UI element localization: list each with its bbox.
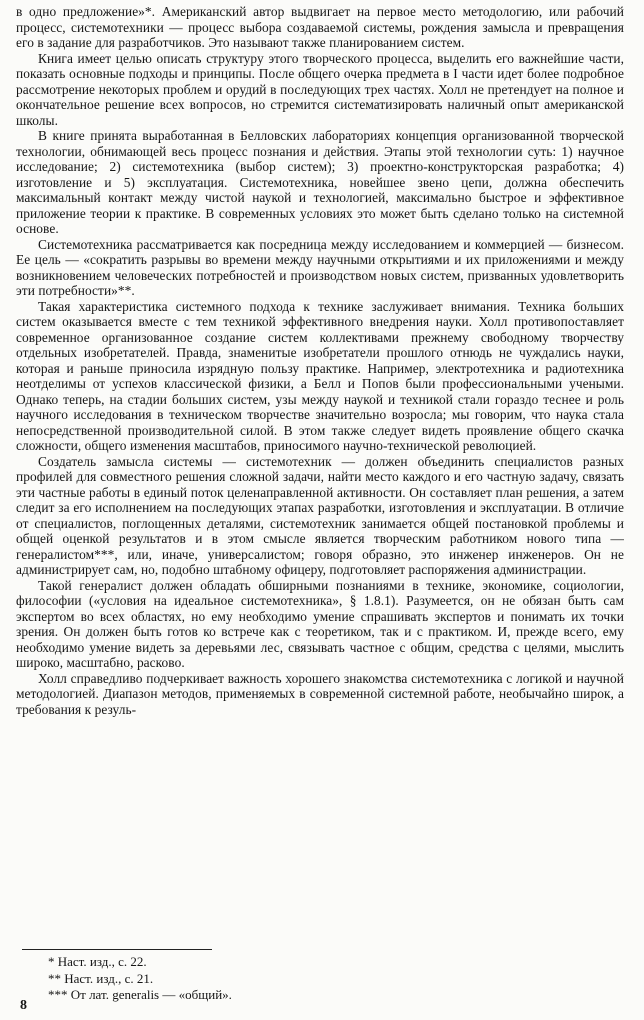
footnote-2: ** Наст. изд., с. 21. (48, 970, 154, 986)
body-text (16, 4, 624, 717)
footnotes (48, 954, 232, 1004)
paragraph-5: Такая характеристика системного подхода к технике заслуживает внимания. Техника больших систем оказывается вместе с тем техникой эффективного внедрения науки. Холл противопоставляет современное организованное создание систем коллективами прежнему свободному творчеству отдельных изобретателей. Правда, знаменитые изобретатели прошлого отнюдь не чуждались науки, которая и раньше приносила изрядную пользу практике. Например, электротехника и радиотехника неотделимы от успехов классической физики, а Белл и Попов были профессиональными учеными. Однако теперь, на стадии больших систем, узы между наукой и техникой стали гораздо теснее и роль научного исследования в техническом творчестве значительно возросла; мы говорим, что наука стала непосредственной производительной силой. В этом также следует видеть проявление общего скачка сложности, общего изменения масштабов, приносимого научно-технической революцией. (16, 298, 624, 453)
paragraph-6: Создатель замысла системы — системотехник — должен объединить специалистов разных профилей для совместного решения сложной задачи, найти место каждого и его частную задачу, связать эти частные работы в единый поток целенаправленной активности. Он составляет план решения, а затем следит за его исполнением на последующих этапах разработки, изготовления и эксплуатации. В отличие от специалистов, поглощенных деталями, системотехник занимается общей постановкой проблемы и общей оценкой результатов и в этом смысле является творческим работником нового типа — генералистом***, или, иначе, универсалистом; говоря образно, это инженер инженеров. Он не администрирует сам, но, подобно штабному офицеру, подготовляет распоряжения администрации. (16, 453, 624, 577)
paragraph-4: Системотехника рассматривается как посредница между исследованием и коммерцией — бизнесом. Ее цель — «сократить разрывы во времени между научными открытиями и их приложениями и между возникновением человеческих потребностей и производством новых систем, призванных удовлетворить эти потребности»**. (16, 236, 624, 298)
paragraph-2: Книга имеет целью описать структуру этого творческого процесса, выделить его важнейшие части, показать основные подходы и принципы. После общего очерка предмета в I части идет более подробное рассмотрение некоторых проблем и орудий в последующих трех частях. Холл не претендует на полное и окончательное решение всех вопросов, но стремится систематизировать наличный опыт американской школы. (16, 50, 624, 128)
paragraph-8: Холл справедливо подчеркивает важность хорошего знакомства системотехника с логикой и научной методологией. Диапазон методов, применяемых в современной системной работе, необычайно широк, а требования к резуль- (16, 670, 624, 717)
footnote-1: * Наст. изд., с. 22. (48, 954, 147, 969)
paragraph-3: В книге принята выработанная в Белловских лабораториях концепция организованной творческой технологии, обнимающей весь процесс познания и действия. Этапы этой технологии суть: 1) научное исследование; 2) системотехника (выбор систем); 3) проектно-конструкторская разработка; 4) изготовление и 5) эксплуатация. Системотехника, новейшее звено цепи, должна обеспечить максимальный контакт между чистой наукой и технологией, максимально быстрое и эффективное приложение теории к практике. В современных условиях это может быть сделано только на системной основе. (16, 128, 624, 236)
paragraph-7: Такой генералист должен обладать обширными познаниями в технике, экономике, социологии, философии («условия на идеальное системотехника», § 1.8.1). Разумеется, он не обязан быть сам экспертом во всех областях, но ему необходимо умение спрашивать экспертов и понимать их точки зрения. Он должен быть готов ко встрече как с теоретиком, так и с практиком. И, прежде всего, ему необходимо умение видеть за деревьями лес, связывать частное с общим, средства с целями, мыслить широко, масштабно, расково. (16, 577, 624, 670)
footnote-divider (22, 949, 212, 950)
page-number: 8 (20, 998, 27, 1013)
paragraph-1: в одно предложение»*. Американский автор выдвигает на первое место методологию, или рабочий процесс, системотехники — процесс выбора создаваемой системы, рождения замысла и превращения его в задание для разработчиков. Это называют также планированием систем. (16, 4, 624, 50)
footnote-3: *** От лат. generalis — «общий». (48, 987, 232, 1002)
